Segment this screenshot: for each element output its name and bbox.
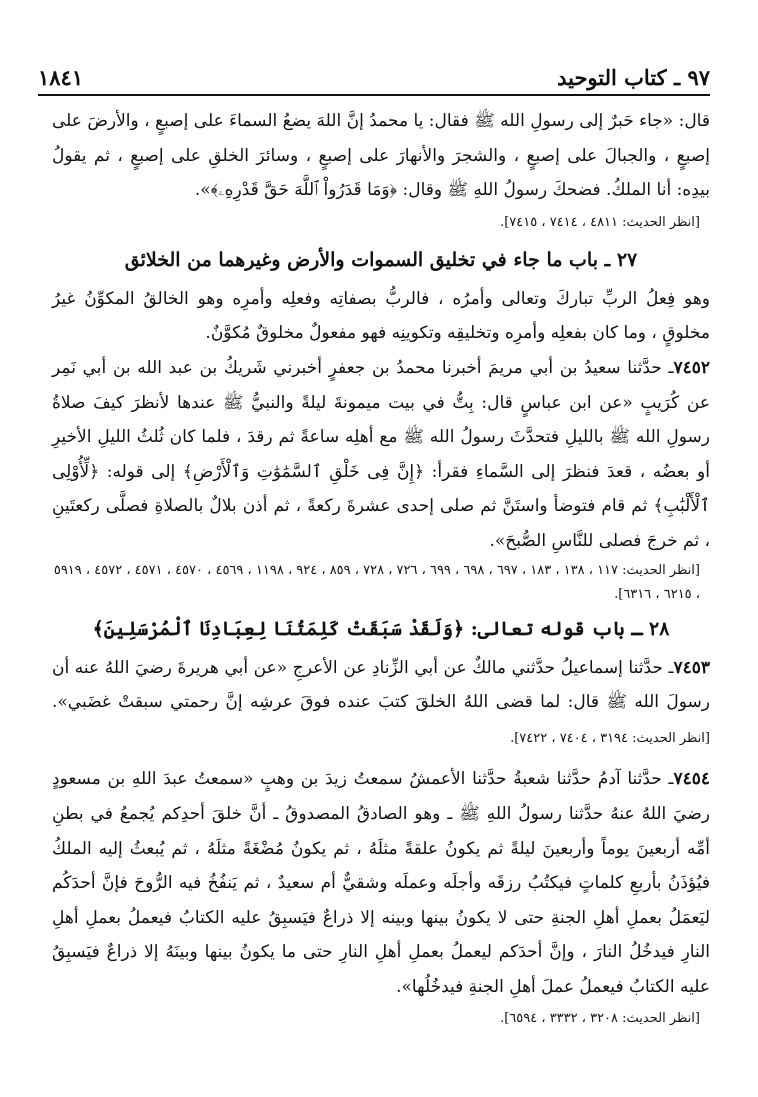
chapter-heading-27: ٢٧ ـ باب ما جاء في تخليق السموات والأرض وغيرهما من الخلائق <box>124 248 638 271</box>
chapter-intro: وهو فِعلُ الربِّ تباركَ وتعالى وأمرُه ، فالربُّ بصفاتِه وفعلِه وأمرِه وهو الخالقُ المكوِّنُ غيرُ مخلوقٍ ، وما كان بفعلِه وأمرِه وتخليقِه وتكوينِه فهو مفعولٌ مخلوقٌ مُكوَّنٌ. <box>52 288 710 344</box>
header-rule <box>38 94 710 96</box>
hadith-7454 <box>52 762 710 1004</box>
hadith-text: ـ حدَّثنا آدمُ حدَّثنا شعبةُ حدَّثنا الأعمشُ سمعتُ زيدَ بن وهبٍ «سمعتُ عبدَ اللهِ بن مسعودٍ رضيَ اللهُ عنهُ حدَّثنا رسولُ اللهِ ﷺ ـ وهو الصادقُ المصدوقُ ـ أنَّ خلقَ أحدِكم يُجمعُ في بطنِ أمِّه أربعينَ يوماً وأربعينَ ليلةً ثم يكونُ علقةً مثلَهُ ، ثم يكونُ مُضْغَةً مثلَهُ ، ثم يُبعثُ إليه الملكُ فيُؤذَنُ بأربعِ كلماتٍ فيكتُبُ رزقَه وأجلَه وعملَه وشقيٌّ أم سعيدٌ ، ثم يَنفُخُ فيه الرُّوحَ فإنَّ أحدَكُم ليَعمَلُ بعملِ أهلِ الجنةِ حتى لا يكونُ بينها وبينه إلا ذراعٌ فيَسبِقُ عليه الكتابُ فيعملُ بعملِ أهلِ النارِ فيدخُلُ النارَ ، وإنَّ أحدَكم ليعملُ بعملِ أهلِ النارِ حتى ما يكونُ بينها وبينَهُ إلا ذراعٌ فيَسبِقُ عليه الكتابُ فيعملُ عملَ أهلِ الجنةِ فيدخُلُها». <box>52 769 710 997</box>
hadith-reference: [انظر الحديث: ١١٧ ، ١٣٨ ، ١٨٣ ، ٦٩٧ ، ٦٩٨ ، ٦٩٩ ، ٧٢٦ ، ٧٢٨ ، ٨٥٩ ، ٩٢٤ ، ١١٩٨ ، ٤٥٦٩ ، ٤٥٧٠ ، ٤٥٧١ ، ٤٥٧٢ ، ٥٩١٩ ، ٦٢١٥ ، ٦٣١٦]. <box>53 562 700 602</box>
hadith-number: ٧٤٥٤ <box>673 769 710 790</box>
page-header <box>38 58 710 90</box>
chapter-heading-28: ٢٨ ـ باب قوله تعالى: ﴿وَلَقَدْ سَبَقَتْ كَلِمَتُنَا لِعِبَادِنَا ٱلْمُرْسَلِينَ﴾ <box>92 617 670 640</box>
hadith-number: ٧٤٥٣ <box>673 657 710 678</box>
hadith-7452 <box>52 351 710 559</box>
hadith-reference: [انظر الحديث: ٤٨١١ ، ٧٤١٤ ، ٧٤١٥]. <box>500 214 700 230</box>
page-body <box>52 104 710 1034</box>
hadith-text: ـ حدَّثنا إسماعيلُ حدَّثني مالكٌ عن أبي الزِّنادِ عن الأعرجِ «عن أبي هريرةَ رضيَ اللهُ عنه أن رسولَ الله ﷺ قال: لما قضى اللهُ الخلقَ كتبَ عنده فوقَ عرشِه إنَّ رحمتي سبقتْ غضَبي». <box>52 657 710 713</box>
hadith-continuation: قال: «جاء حَبرٌ إلى رسولِ الله ﷺ فقال: يا محمدُ إنَّ اللهَ يضعُ السماءَ على إصبعٍ ، والأرضَ على إصبعٍ ، والجبالَ على إصبعٍ ، والشجرَ والأنهارَ على إصبعٍ ، وسائرَ الخلقِ على إصبعٍ ، ثم يقولُ بيدِه: أنا الملكُ. فضحكَ رسولُ اللهِ ﷺ وقال: ﴿وَمَا قَدَرُواْ ٱللَّهَ حَقَّ قَدْرِهِۦ﴾». <box>52 111 710 201</box>
hadith-number: ٧٤٥٢ <box>673 357 710 378</box>
book-title: ٩٧ ـ كتاب التوحيد <box>557 65 710 90</box>
hadith-reference: [انظر الحديث: ٣٢٠٨ ، ٣٣٣٢ ، ٦٥٩٤]. <box>500 1011 700 1027</box>
hadith-text: ـ حدَّثنا سعيدُ بن أبي مريمَ أخبرنا محمدُ بن جعفرٍ أخبرني شَريكُ بن عبد الله بن أبي نَمِر عن كُرَيبٍ «عن ابن عباسٍ قال: بِتُّ في بيت ميمونةَ ليلةً والنبيُّ ﷺ عندها لأنظرَ كيفَ صلاةُ رسولِ الله ﷺ بالليلِ فتحدَّثَ رسولُ الله ﷺ مع أهلِه ساعةً ثم رقدَ ، فلما كان ثُلثُ الليلِ الأخيرِ أو بعضُه ، قعدَ فنظرَ إلى السَّماءِ فقرأ: ﴿إِنَّ فِى خَلْقِ ٱلسَّمَٰوَٰتِ وَٱلْأَرْضِ﴾ إلى قوله: ﴿لِّأُوْلِى ٱلْأَلْبَٰبِ﴾ ثم قام فتوضأ واستَنَّ ثم صلى إحدى عشرةَ ركعةً ، ثم أذن بلالٌ بالصلاةِ فصلَّى ركعتَينِ ، ثم خرجَ فصلى للنَّاسِ الصُّبحَ». <box>52 357 710 551</box>
hadith-reference: [انظر الحديث: ٣١٩٤ ، ٧٤٠٤ ، ٧٤٢٢]. <box>510 730 710 746</box>
hadith-7453 <box>52 651 710 757</box>
page-number: ١٨٤١ <box>38 65 84 90</box>
